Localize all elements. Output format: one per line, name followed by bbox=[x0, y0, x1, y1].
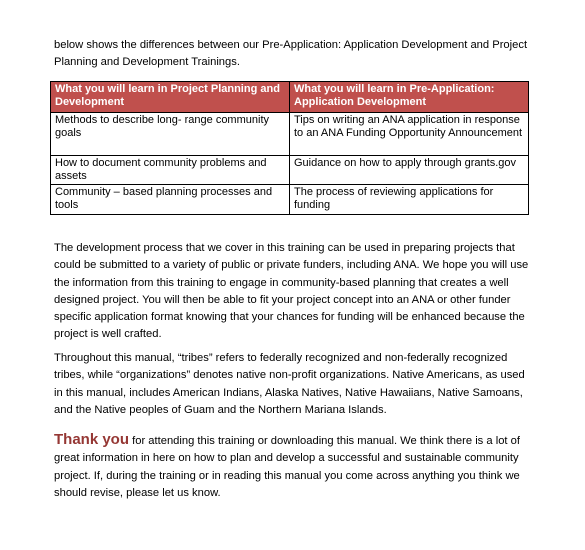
thanks-heading: Thank you bbox=[54, 431, 130, 448]
thanks-paragraph bbox=[54, 431, 534, 502]
intro-text: below shows the differences between our Pre-Application: Application Development and Project Planning and Development Trainings. bbox=[54, 39, 528, 68]
table-row bbox=[51, 113, 529, 156]
tribes-paragraph: Throughout this manual, “tribes” refers to federally recognized and non-federally recognized tribes, while “organizations” denotes native non-profit organizations. Native Americans, as used in this manual, includes American Indians, Alaska Natives, Native Hawaiians, Native Samoans, and the Native peoples of Guam and the Northern Mariana Islands. bbox=[54, 352, 525, 416]
table-header-cell: What you will learn in Project Planning and Development bbox=[51, 82, 290, 113]
table-row bbox=[51, 185, 529, 215]
table-cell: Guidance on how to apply through grants.gov bbox=[290, 156, 529, 185]
thanks-body: for attending this training or downloading this manual. We think there is a lot of great information in here on how to plan and develop a successful and sustainable community project. If, during the training or in reading this manual you come across anything you think we should revise, please let us know. bbox=[54, 435, 520, 499]
development-paragraph: The development process that we cover in this training can be used in preparing projects that could be submitted to a variety of public or private funders, including ANA. We hope you will use the information from this training to engage in community-based planning that creates a well designed project. You will then be able to fit your project concept into an ANA or other funder specific application format knowing that your chances for funding will be enhanced because the project is well crafted. bbox=[54, 242, 529, 341]
table-cell: Tips on writing an ANA application in response to an ANA Funding Opportunity Announcement bbox=[290, 113, 529, 156]
comparison-table bbox=[50, 81, 529, 215]
table-cell: Community – based planning processes and tools bbox=[51, 185, 290, 215]
table-cell: The process of reviewing applications for funding bbox=[290, 185, 529, 215]
table-row bbox=[51, 156, 529, 185]
table-cell: Methods to describe long- range community goals bbox=[51, 113, 290, 156]
table-header-cell: What you will learn in Pre-Application: Application Development bbox=[290, 82, 529, 113]
table-cell: How to document community problems and assets bbox=[51, 156, 290, 185]
table-header-row bbox=[51, 82, 529, 113]
